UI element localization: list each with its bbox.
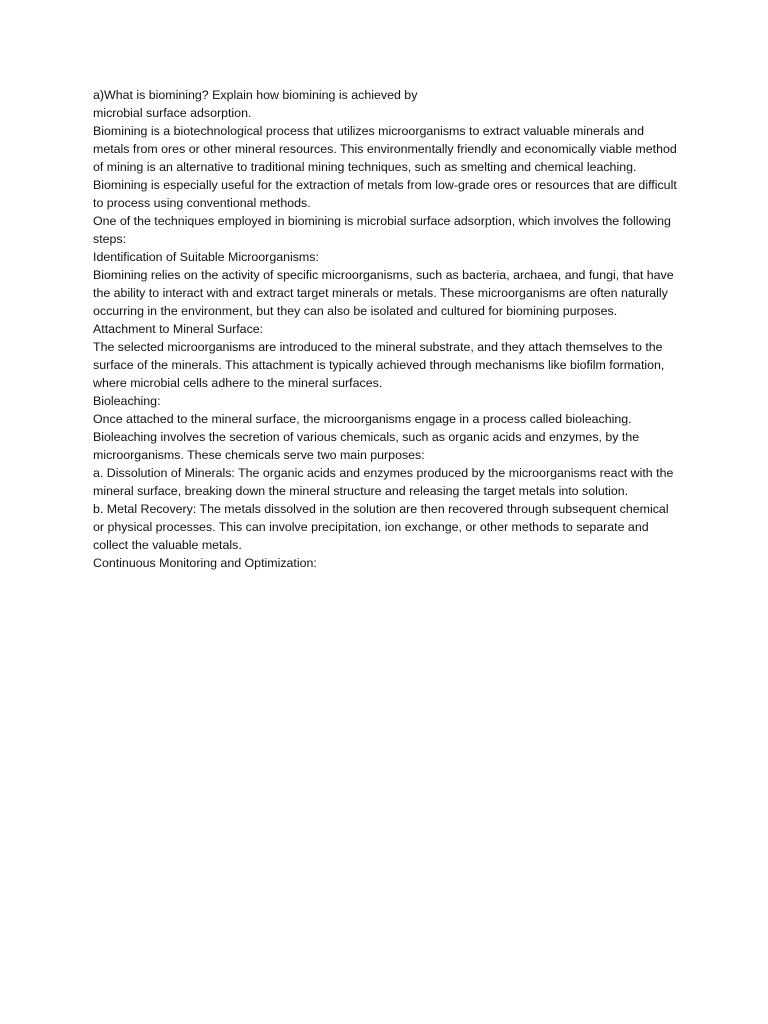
section-body-bioleaching: Once attached to the mineral surface, the microorganisms engage in a process called bioleaching. Bioleaching involves the secretion of various chemicals, such as organic acids and enzymes, by the microorganisms. These chemicals serve two main purposes:	[93, 412, 640, 462]
purpose-dissolution: a. Dissolution of Minerals: The organic acids and enzymes produced by the microorganisms react with the mineral surface, breaking down the mineral structure and releasing the target metals into solution.	[93, 466, 674, 498]
intro-paragraph: Biomining is a biotechnological process that utilizes microorganisms to extract valuable minerals and metals from ores or other mineral resources. This environmentally friendly and economically viable method of mining is an alternative to traditional mining techniques, such as smelting and chemical leaching. Biomining is especially useful for the extraction of metals from low-grade ores or resources that are difficult to process using conventional methods.	[93, 124, 677, 210]
purpose-metal-recovery: b. Metal Recovery: The metals dissolved in the solution are then recovered through subsequent chemical or physical processes. This can involve precipitation, ion exchange, or other methods to separate and collect the valuable metals.	[93, 502, 669, 552]
section-heading-monitoring: Continuous Monitoring and Optimization:	[93, 556, 317, 570]
section-body-attachment: The selected microorganisms are introduced to the mineral substrate, and they attach themselves to the surface of the minerals. This attachment is typically achieved through mechanisms like biofilm formation, where microbial cells adhere to the mineral surfaces.	[93, 340, 665, 390]
section-heading-attachment: Attachment to Mineral Surface:	[93, 322, 264, 336]
steps-intro-paragraph: One of the techniques employed in biomining is microbial surface adsorption, which involves the following steps:	[93, 214, 671, 246]
section-heading-bioleaching: Bioleaching:	[93, 394, 161, 408]
question-line-1: a)What is biomining? Explain how biomining is achieved by	[93, 88, 418, 102]
question-line-2: microbial surface adsorption.	[93, 106, 252, 120]
document-body	[93, 86, 678, 572]
section-body-identification: Biomining relies on the activity of specific microorganisms, such as bacteria, archaea, and fungi, that have the ability to interact with and extract target minerals or metals. These microorganisms are often naturally occurring in the environment, but they can also be isolated and cultured for biomining purposes.	[93, 268, 674, 318]
section-heading-identification: Identification of Suitable Microorganisms:	[93, 250, 319, 264]
